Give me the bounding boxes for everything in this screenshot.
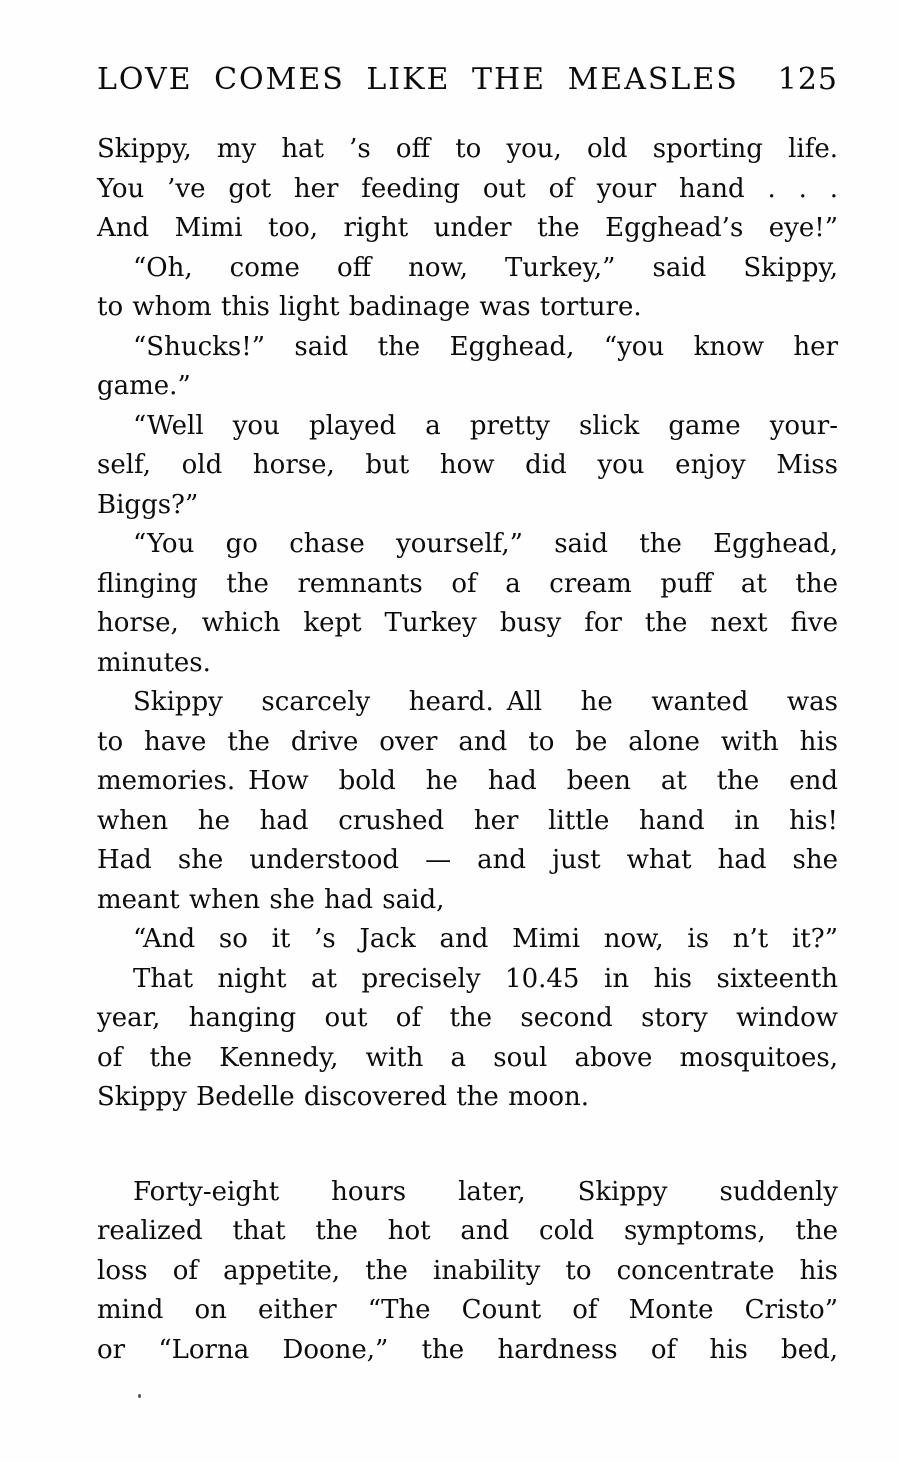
- text-line: Had she understood — and just what had she: [97, 845, 838, 875]
- text-line: realized that the hot and cold symptoms, the: [97, 1216, 838, 1246]
- text-line: “Shucks!” said the Egghead, “you know her: [133, 331, 838, 362]
- text-line: or “Lorna Doone,” the hardness of his bed,: [97, 1334, 838, 1365]
- text-line: of the Kennedy, with a soul above mosquitoes,: [97, 1042, 838, 1073]
- text-line: self, old horse, but how did you enjoy Miss: [97, 450, 838, 480]
- text-line: Skippy Bedelle discovered the moon.: [97, 1082, 590, 1112]
- paragraph: [97, 328, 838, 407]
- text-line: And Mimi too, right under the Egghead’s eye!”: [97, 213, 838, 243]
- text-line: minutes.: [97, 647, 211, 678]
- text-line: That night at precisely 10.45 in his sixteenth: [133, 963, 838, 994]
- text-line: loss of appetite, the inability to concentrate his: [97, 1255, 838, 1286]
- paragraph: [97, 920, 838, 960]
- text-line: You ’ve got her feeding out of your hand . . .: [97, 173, 838, 204]
- text-line: “Well you played a pretty slick game your-: [133, 410, 838, 441]
- paragraph: [97, 130, 838, 249]
- text-line: horse, which kept Turkey busy for the next five: [97, 608, 838, 638]
- text-line: meant when she had said,: [97, 884, 445, 915]
- text-line: Skippy scarcely heard. All he wanted was: [133, 687, 838, 717]
- paragraph: [97, 249, 838, 328]
- paragraph: [97, 407, 838, 526]
- text-line: Skippy, my hat ’s off to you, old sporting life.: [97, 134, 838, 164]
- text-line: to whom this light badinage was torture.: [97, 292, 642, 322]
- text-line: year, hanging out of the second story window: [97, 1003, 838, 1033]
- chapter-title: LOVE COMES LIKE THE MEASLES: [97, 62, 739, 97]
- page-number: 125: [777, 62, 838, 97]
- paragraph: [97, 525, 838, 683]
- text-line: “And so it ’s Jack and Mimi now, is n’t it?”: [133, 924, 838, 954]
- text-line: game.”: [97, 371, 191, 401]
- paragraph: [97, 1173, 838, 1371]
- running-head: [97, 62, 838, 97]
- text-line: “Oh, come off now, Turkey,” said Skippy,: [133, 252, 838, 283]
- text-line: memories. How bold he had been at the end: [97, 766, 838, 796]
- text-line: mind on either “The Count of Monte Cristo”: [97, 1295, 838, 1325]
- text-line: Forty-eight hours later, Skippy suddenly: [133, 1176, 838, 1207]
- paragraph: [97, 960, 838, 1118]
- text-line: when he had crushed her little hand in his!: [97, 805, 838, 836]
- text-line: “You go chase yourself,” said the Egghead,: [133, 529, 838, 559]
- text-line: to have the drive over and to be alone with his: [97, 726, 838, 757]
- stray-ink-dot: [138, 1394, 141, 1398]
- paragraph: [97, 683, 838, 920]
- text-line: flinging the remnants of a cream puff at the: [97, 568, 838, 599]
- text-line: Biggs?”: [97, 489, 199, 520]
- body-text-block: [97, 130, 838, 1370]
